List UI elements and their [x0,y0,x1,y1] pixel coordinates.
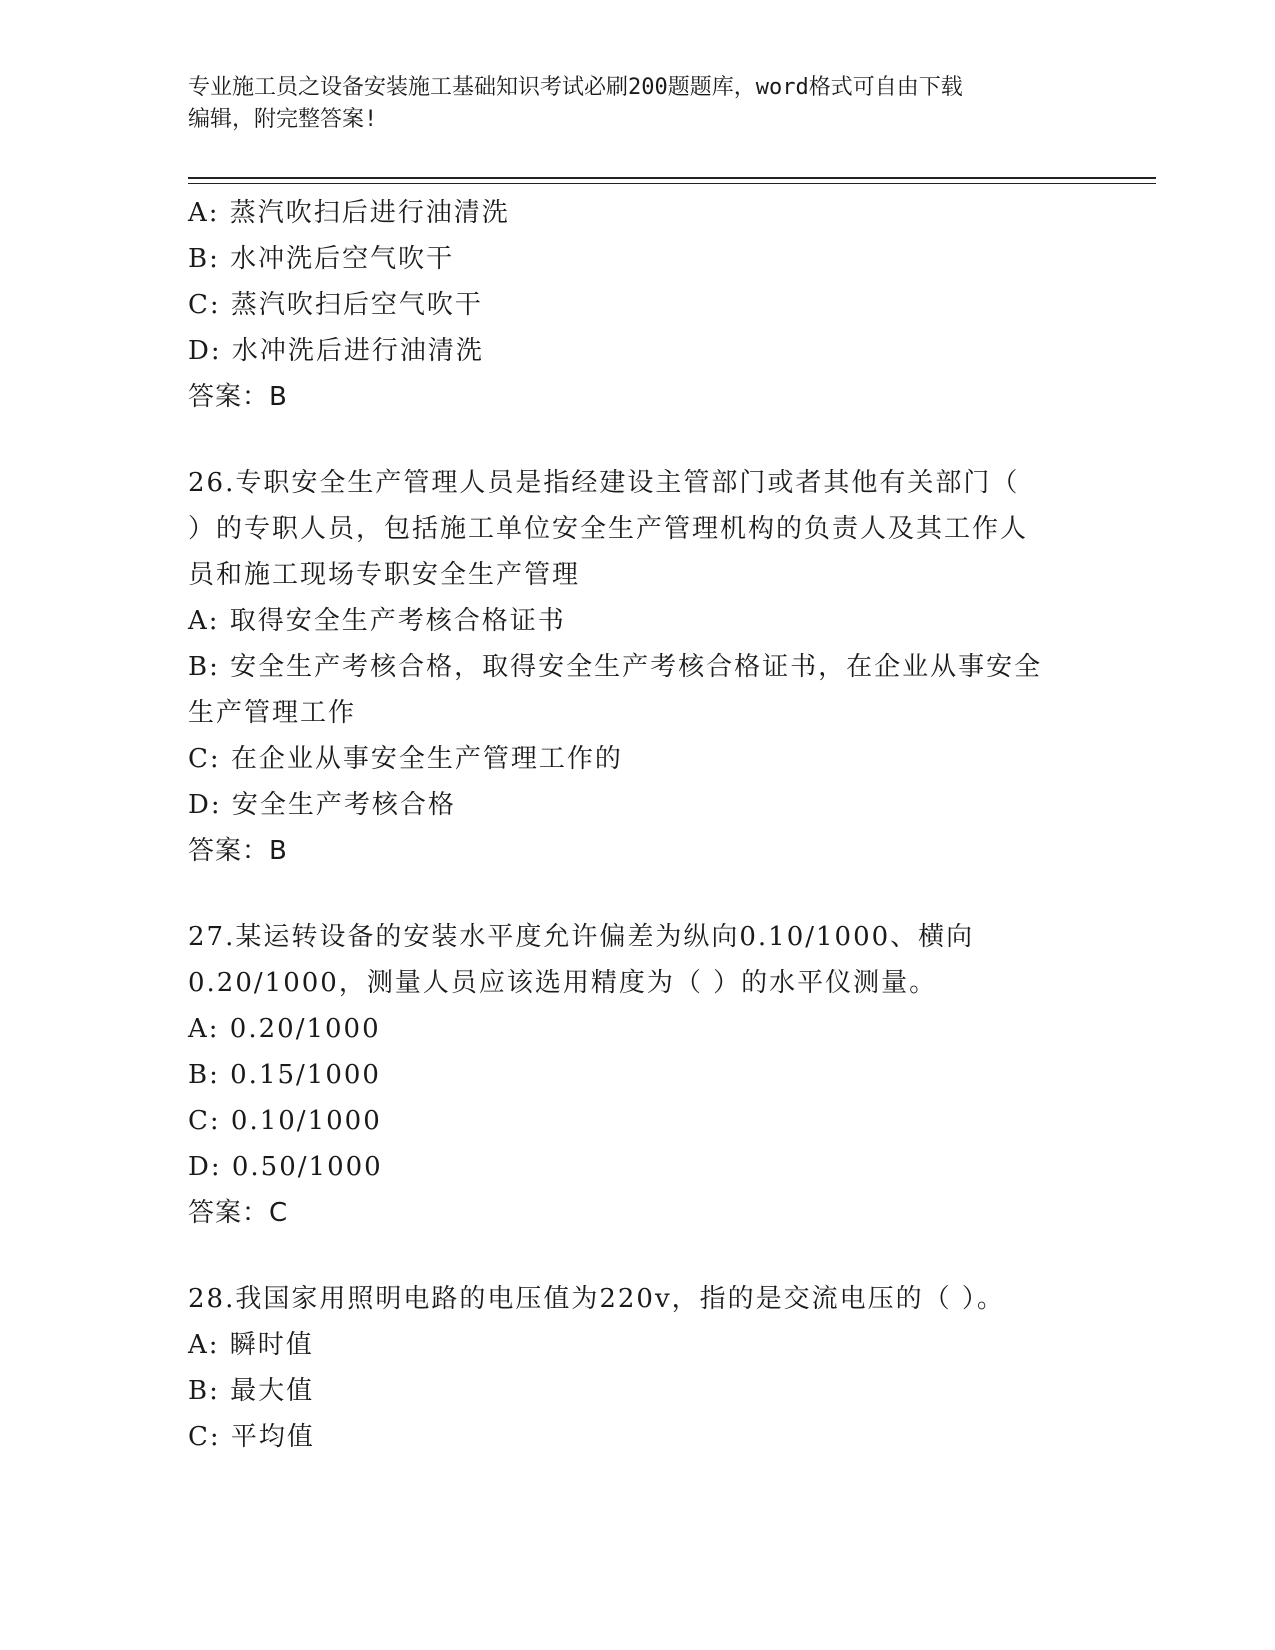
option-c: C: 在企业从事安全生产管理工作的 [188,744,623,774]
option-b: B: 水冲洗后空气吹干 [188,244,455,274]
question-28 [188,1276,1088,1460]
answer-line: 答案：C [188,1198,289,1228]
answer-line: 答案：B [188,382,288,412]
stem-line: 27.某运转设备的安装水平度允许偏差为纵向0.10/1000、横向 [188,922,975,952]
header-divider-thick [188,177,1156,179]
question-27 [188,914,1088,1236]
stem-line: 28.我国家用照明电路的电压值为220v，指的是交流电压的（ ）。 [188,1284,1005,1314]
question-content [188,190,1088,1460]
question-stem [188,1276,1088,1322]
stem-line: 0.20/1000，测量人员应该选用精度为（ ）的水平仪测量。 [188,968,938,998]
question-fragment [188,190,1088,420]
option-c: C: 平均值 [188,1422,315,1452]
option-a: A: 取得安全生产考核合格证书 [188,606,566,636]
document-header [188,72,1068,136]
option-b: B: 0.15/1000 [188,1060,381,1090]
option-a: A: 0.20/1000 [188,1014,381,1044]
question-stem [188,914,1088,1006]
header-divider-thin [188,183,1156,184]
question-stem [188,460,1088,598]
option-c: C: 蒸汽吹扫后空气吹干 [188,290,483,320]
header-title-line-2: 编辑，附完整答案! [188,107,378,132]
option-c: C: 0.10/1000 [188,1106,382,1136]
option-d: D: 水冲洗后进行油清洗 [188,336,484,366]
option-b: B: 最大值 [188,1376,315,1406]
question-26 [188,460,1088,874]
stem-line: 员和施工现场专职安全生产管理 [188,560,581,590]
option-a: A: 蒸汽吹扫后进行油清洗 [188,198,510,228]
option-a: A: 瞬时值 [188,1330,314,1360]
stem-line: 26.专职安全生产管理人员是指经建设主管部门或者其他有关部门（ [188,468,1020,498]
option-d: D: 0.50/1000 [188,1152,383,1182]
header-title-line-1: 专业施工员之设备安装施工基础知识考试必刷200题题库，word格式可自由下载 [188,75,963,100]
option-d: D: 安全生产考核合格 [188,790,456,820]
option-b-continued: 生产管理工作 [188,698,357,728]
option-b: B: 安全生产考核合格，取得安全生产考核合格证书，在企业从事安全 [188,652,1043,682]
answer-line: 答案：B [188,836,288,866]
stem-line: ）的专职人员，包括施工单位安全生产管理机构的负责人及其工作人 [188,514,1029,544]
